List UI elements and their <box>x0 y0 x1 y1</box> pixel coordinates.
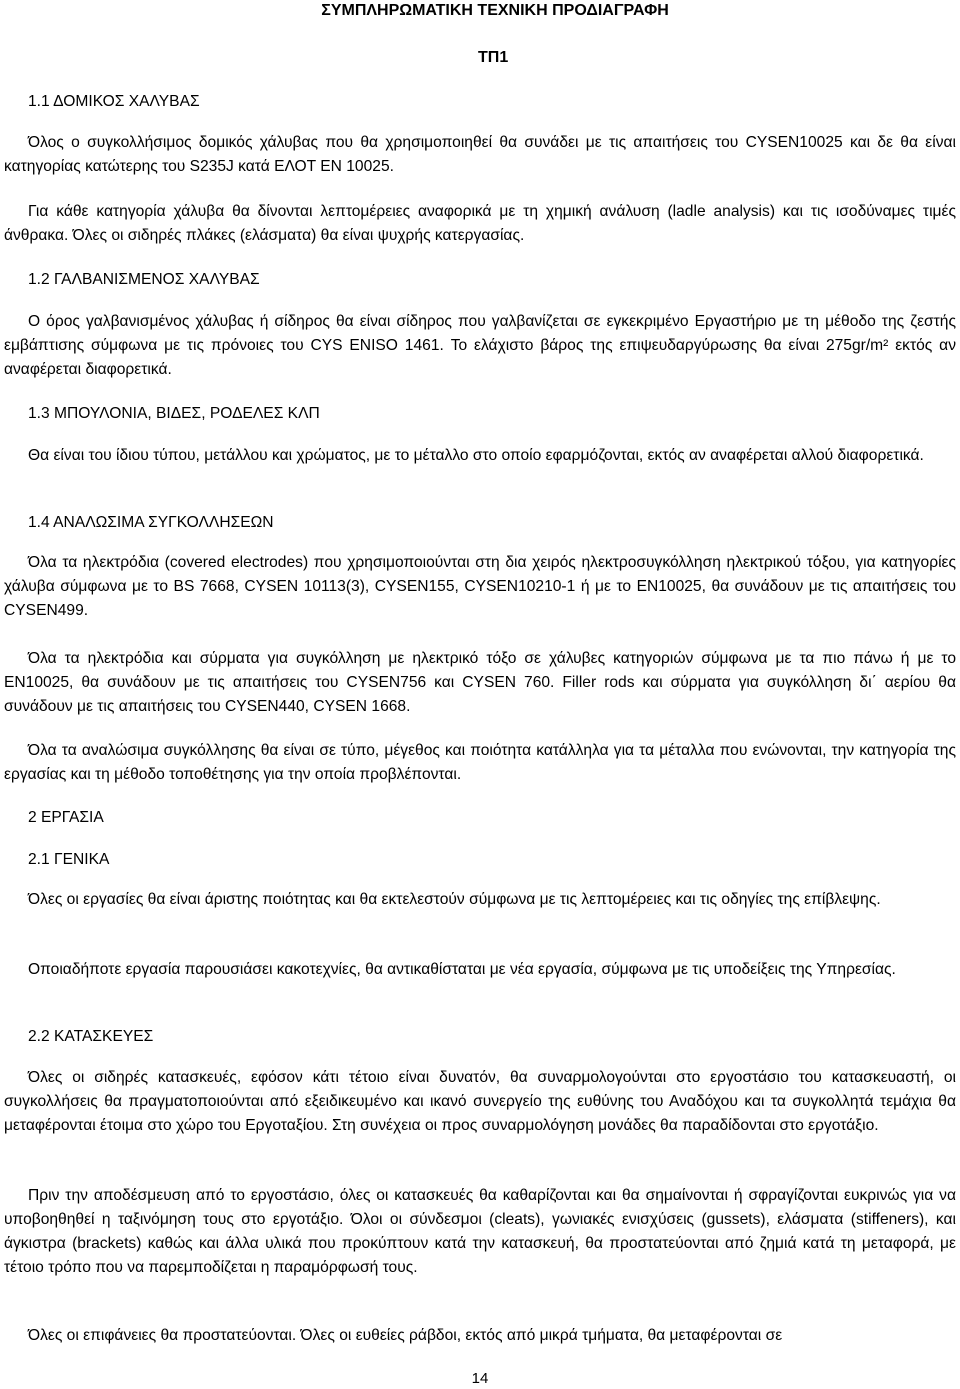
paragraph-1-1-b <box>4 200 956 248</box>
heading-1-1: 1.1 ΔΟΜΙΚΟΣ ΧΑΛΥΒΑΣ <box>28 93 200 110</box>
heading-1-3: 1.3 ΜΠΟΥΛΟΝΙΑ, ΒΙΔΕΣ, ΡΟΔΕΛΕΣ ΚΛΠ <box>28 405 320 422</box>
paragraph-1-3-a <box>4 444 956 468</box>
paragraph-1-3-a-text: Θα είναι του ίδιου τύπου, μετάλλου και χρώματος, με το μέταλλο στο οποίο εφαρμόζονται, εκτός αν αναφέρεται αλλού διαφορετικά. <box>28 447 924 464</box>
page-number: 14 <box>471 1370 489 1387</box>
paragraph-2-1-b <box>4 958 956 982</box>
heading-2: 2 ΕΡΓΑΣΙΑ <box>28 809 104 826</box>
paragraph-2-2-b <box>4 1184 956 1280</box>
paragraph-1-4-c-text: Όλα τα αναλώσιμα συγκόλλησης θα είναι σε τύπο, μέγεθος και ποιότητα κατάλληλα για τα μέταλλα που ενώνονται, την κατηγορία της εργασίας και τη μέθοδο τοποθέτησης για την οποία προβλέπονται. <box>4 742 956 783</box>
heading-1-4: 1.4 ΑΝΑΛΩΣΙΜΑ ΣΥΓΚΟΛΛΗΣΕΩΝ <box>28 514 274 531</box>
paragraph-1-2-a <box>4 310 956 382</box>
paragraph-1-1-b-text: Για κάθε κατηγορία χάλυβα θα δίνονται λεπτομέρειες αναφορικά με τη χημική ανάλυση (ladle analysis) και τις ισοδύναμες τιμές άνθρακα. Όλες οι σιδηρές πλάκες (ελάσματα) θα είναι ψυχρής κατεργασίας. <box>4 203 956 244</box>
heading-2-1: 2.1 ΓΕΝΙΚΑ <box>28 851 110 868</box>
paragraph-2-1-b-text: Οποιαδήποτε εργασία παρουσιάσει κακοτεχνίες, θα αντικαθίσταται με νέα εργασία, σύμφωνα με τις υποδείξεις της Υπηρεσίας. <box>28 961 896 978</box>
paragraph-1-4-b <box>4 647 956 719</box>
paragraph-2-1-a <box>4 888 956 912</box>
paragraph-1-4-a-text: Όλα τα ηλεκτρόδια (covered electrodes) που χρησιμοποιούνται στη δια χειρός ηλεκτροσυγκόλληση ηλεκτρικού τόξου, για κατηγορίες χάλυβα σύμφωνα με το BS 7668, CYSEN 10113(3), CYSEN155, CYSEN10210-1 ή με το EN10025, θα συνάδουν με τις απαιτήσεις του CYSEN499. <box>4 554 956 619</box>
paragraph-1-1-a-text: Όλος ο συγκολλήσιμος δομικός χάλυβας που θα χρησιμοποιηθεί θα συνάδει με τις απαιτήσεις του CYSEN10025 και δε θα είναι κατηγορίας κατώτερης του S235J κατά ΕΛΟΤ ΕΝ 10025. <box>4 134 956 175</box>
paragraph-2-1-a-text: Όλες οι εργασίες θα είναι άριστης ποιότητας και θα εκτελεστούν σύμφωνα με τις λεπτομέρειες και τις οδηγίες της επίβλεψης. <box>28 891 881 908</box>
paragraph-1-1-a <box>4 131 956 179</box>
heading-2-2: 2.2 ΚΑΤΑΣΚΕΥΕΣ <box>28 1028 154 1045</box>
paragraph-2-2-a <box>4 1066 956 1138</box>
paragraph-1-4-c <box>4 739 956 787</box>
paragraph-1-4-b-text: Όλα τα ηλεκτρόδια και σύρματα για συγκόλληση με ηλεκτρικό τόξο σε χάλυβες κατηγοριών σύμφωνα με τα πιο πάνω ή με το EN10025, θα συνάδουν με τις απαιτήσεις του CYSEN756 και CYSEN 760. Filler rods και σύρματα για συγκόλληση δι΄ αερίου θα συνάδουν με τις απαιτήσεις του CYSEN440, CYSEN 1668. <box>4 650 956 715</box>
document-title: ΣΥΜΠΛΗΡΩΜΑΤΙΚΗ ΤΕΧΝΙΚΗ ΠΡΟΔΙΑΓΡΑΦΗ <box>321 2 669 19</box>
paragraph-2-2-a-text: Όλες οι σιδηρές κατασκευές, εφόσον κάτι τέτοιο είναι δυνατόν, θα συναρμολογούνται στο εργοστάσιο του κατασκευαστή, οι συγκολλήσεις θα πραγματοποιούνται από εξειδικευμένο και ικανό συνεργείο της ευθύνης του Αναδόχου και τα συγκολλητά τεμάχια θα μεταφέρονται έτοιμα στο χώρο του Εργοταξίου. Στη συνέχεια οι προς συναρμολόγηση μονάδες θα παραδίδονται στο εργοτάξιο. <box>4 1069 956 1134</box>
paragraph-2-2-b-text: Πριν την αποδέσμευση από το εργοστάσιο, όλες οι κατασκευές θα καθαρίζονται και θα σημαίνονται ή σφραγίζονται ευκρινώς για να υποβοηθηθεί η ταξινόμηση τους στο εργοτάξιο. Όλοι οι σύνδεσμοι (cleats), γωνιακές ενισχύσεις (gussets), ελάσματα (stiffeners), και άγκιστρα (brackets) καθώς και άλλα υλικά που προκύπτουν κατά την κατασκευή, θα προστατεύονται από ζημιά κατά τη μεταφορά, με τέτοιο τρόπο που να παρεμποδίζεται η παραμόρφωσή τους. <box>4 1187 956 1276</box>
heading-1-2: 1.2 ΓΑΛΒΑΝΙΣΜΕΝΟΣ ΧΑΛΥΒΑΣ <box>28 271 260 288</box>
paragraph-2-2-c-text: Όλες οι επιφάνειες θα προστατεύονται. Όλες οι ευθείες ράβδοι, εκτός από μικρά τμήματα, θα μεταφέρονται σε <box>28 1327 783 1344</box>
document-code: ΤΠ1 <box>478 49 509 66</box>
paragraph-1-4-a <box>4 551 956 623</box>
paragraph-2-2-c <box>4 1324 956 1348</box>
paragraph-1-2-a-text: Ο όρος γαλβανισμένος χάλυβας ή σίδηρος θα είναι σίδηρος που γαλβανίζεται σε εγκεκριμένο Εργαστήριο με τη μέθοδο της ζεστής εμβάπτισης σύμφωνα με τις πρόνοιες του CYS ENISO 1461. Το ελάχιστο βάρος της επιψευδαργύρωσης θα είναι 275gr/m² εκτός αν αναφέρεται διαφορετικά. <box>4 313 956 378</box>
